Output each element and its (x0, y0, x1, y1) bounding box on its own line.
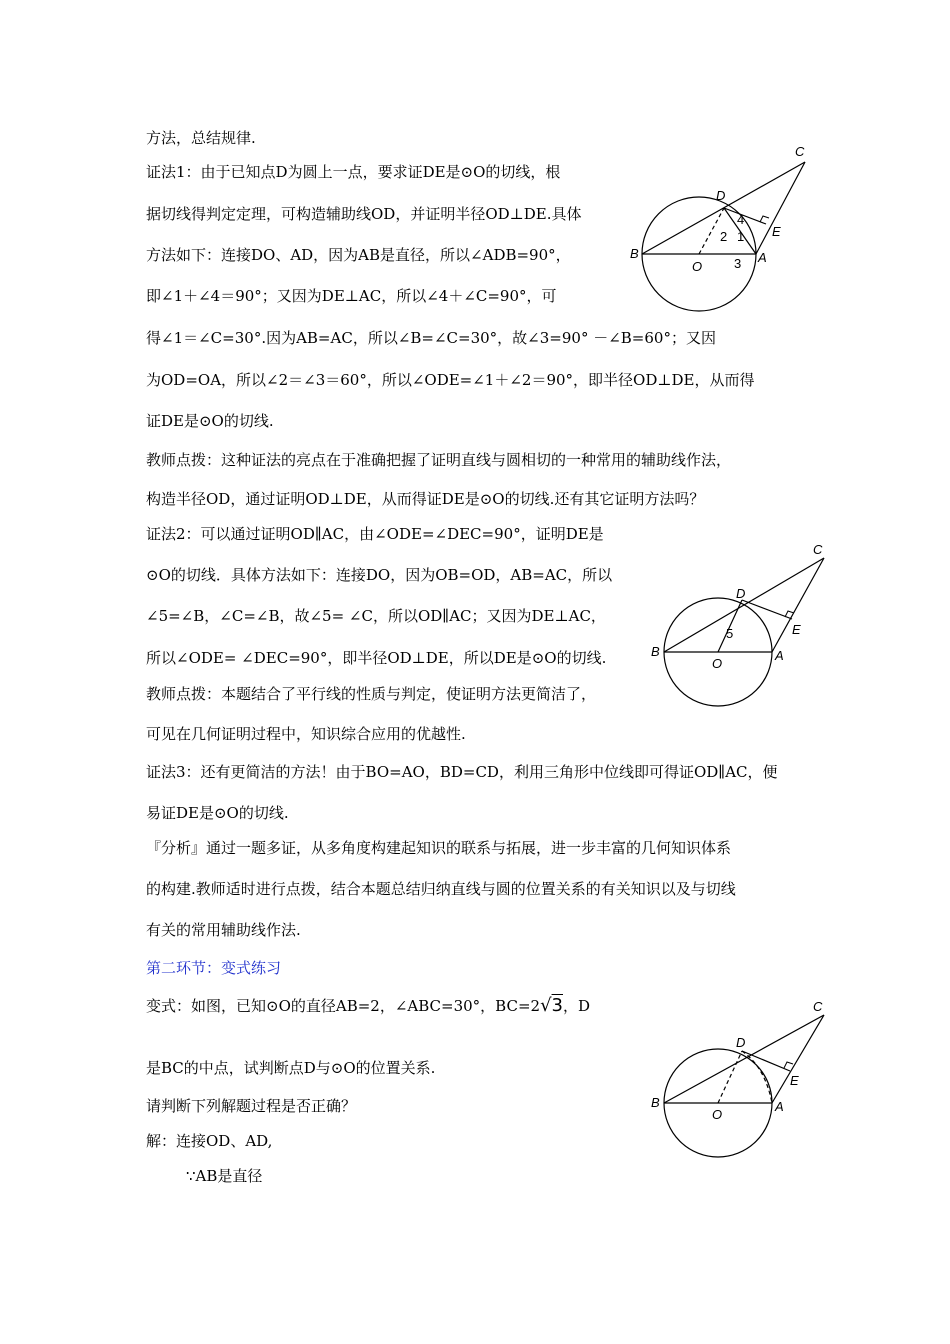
text-line: ∠5=∠B，∠C=∠B，故∠5= ∠C，所以OD∥AC；又因为DE⊥AC， (146, 607, 606, 625)
variant-line (146, 996, 590, 1016)
fig1-label: E (772, 224, 781, 239)
fig1-label: A (758, 250, 767, 265)
fig3-label: O (712, 1107, 723, 1122)
text-line: 证法1：由于已知点D为圆上一点，要求证DE是⊙O的切线，根 (146, 163, 561, 181)
fig1-label: B (630, 246, 639, 261)
text-line: 有关的常用辅助线作法. (146, 921, 301, 939)
fig1-label: O (692, 259, 703, 274)
variant-line: ∵AB是直径 (186, 1167, 263, 1185)
fig2-label: E (792, 622, 801, 637)
sqrt-symbol: √3 (540, 995, 563, 1016)
text-line: 的构建.教师适时进行点拨，结合本题总结归纳直线与圆的位置关系的有关知识以及与切线 (146, 880, 736, 898)
text-line: 证DE是⊙O的切线. (146, 412, 274, 430)
text-line: 教师点拨：本题结合了平行线的性质与判定，使证明方法更简洁了， (146, 685, 597, 703)
text-line: 可见在几何证明过程中，知识综合应用的优越性. (146, 725, 466, 743)
fig1-label: C (795, 144, 805, 159)
fig2-label: C (813, 542, 823, 557)
figure-1 (620, 140, 820, 315)
variant-line: 是BC的中点，试判断点D与⊙O的位置关系. (146, 1059, 436, 1077)
fig1-label: D (716, 188, 726, 203)
text-line: 构造半径OD，通过证明OD⊥DE，从而得证DE是⊙O的切线.还有其它证明方法吗？ (146, 490, 705, 508)
text-line: 为OD=OA，所以∠2＝∠3＝60°，所以∠ODE=∠1＋∠2＝90°，即半径OD⊥DE，从而得 (146, 371, 755, 389)
text-line: 方法，总结规律. (146, 129, 256, 147)
section-heading: 第二环节：变式练习 (146, 959, 282, 977)
text-line: 证法2：可以通过证明OD∥AC，由∠ODE=∠DEC=90°，证明DE是 (146, 525, 604, 543)
text-line: 教师点拨：这种证法的亮点在于准确把握了证明直线与圆相切的一种常用的辅助线作法， (146, 451, 732, 469)
fig2-label: O (712, 656, 723, 671)
fig3-label: D (736, 1035, 746, 1050)
fig2-label: D (736, 586, 746, 601)
text-line: 方法如下：连接DO、AD，因为AB是直径，所以∠ADB=90°， (146, 246, 571, 264)
fig1-label: 3 (734, 256, 742, 271)
variant-prefix: 变式：如图，已知⊙O的直径AB=2，∠ABC=30°，BC=2 (146, 997, 541, 1015)
fig2-label: B (651, 644, 660, 659)
figure-2 (640, 538, 840, 718)
text-line: ⊙O的切线．具体方法如下：连接DO，因为OB=OD，AB=AC，所以 (146, 566, 613, 584)
fig3-label: B (651, 1095, 660, 1110)
text-line: 『分析』通过一题多证，从多角度构建起知识的联系与拓展，进一步丰富的几何知识体系 (146, 839, 732, 857)
fig1-label: 1 (737, 229, 745, 244)
fig3-label: A (775, 1099, 784, 1114)
variant-line: 请判断下列解题过程是否正确？ (146, 1097, 357, 1115)
fig1-label: 2 (720, 229, 728, 244)
text-line: 所以∠ODE= ∠DEC=90°，即半径OD⊥DE，所以DE是⊙O的切线. (146, 649, 607, 667)
fig2-label: A (775, 648, 784, 663)
text-line: 得∠1＝∠C=30°.因为AB=AC，所以∠B=∠C=30°，故∠3=90° －∠B=60°；又因 (146, 329, 716, 347)
fig3-label: E (790, 1073, 799, 1088)
figure-3 (640, 999, 840, 1195)
text-line: 据切线得判定定理，可构造辅助线OD，并证明半径OD⊥DE.具体 (146, 205, 582, 223)
text-line: 易证DE是⊙O的切线. (146, 804, 289, 822)
fig2-label: 5 (726, 626, 734, 641)
text-line: 证法3：还有更简洁的方法！由于BO=AO，BD=CD，利用三角形中位线即可得证OD∥AC，便 (146, 763, 778, 781)
variant-line: 解：连接OD、AD, (146, 1132, 273, 1150)
text-line: 即∠1＋∠4＝90°；又因为DE⊥AC，所以∠4＋∠C=90°，可 (146, 287, 557, 305)
fig1-label: 4 (737, 212, 745, 227)
variant-suffix: ，D (563, 997, 591, 1015)
fig3-label: C (813, 999, 823, 1014)
